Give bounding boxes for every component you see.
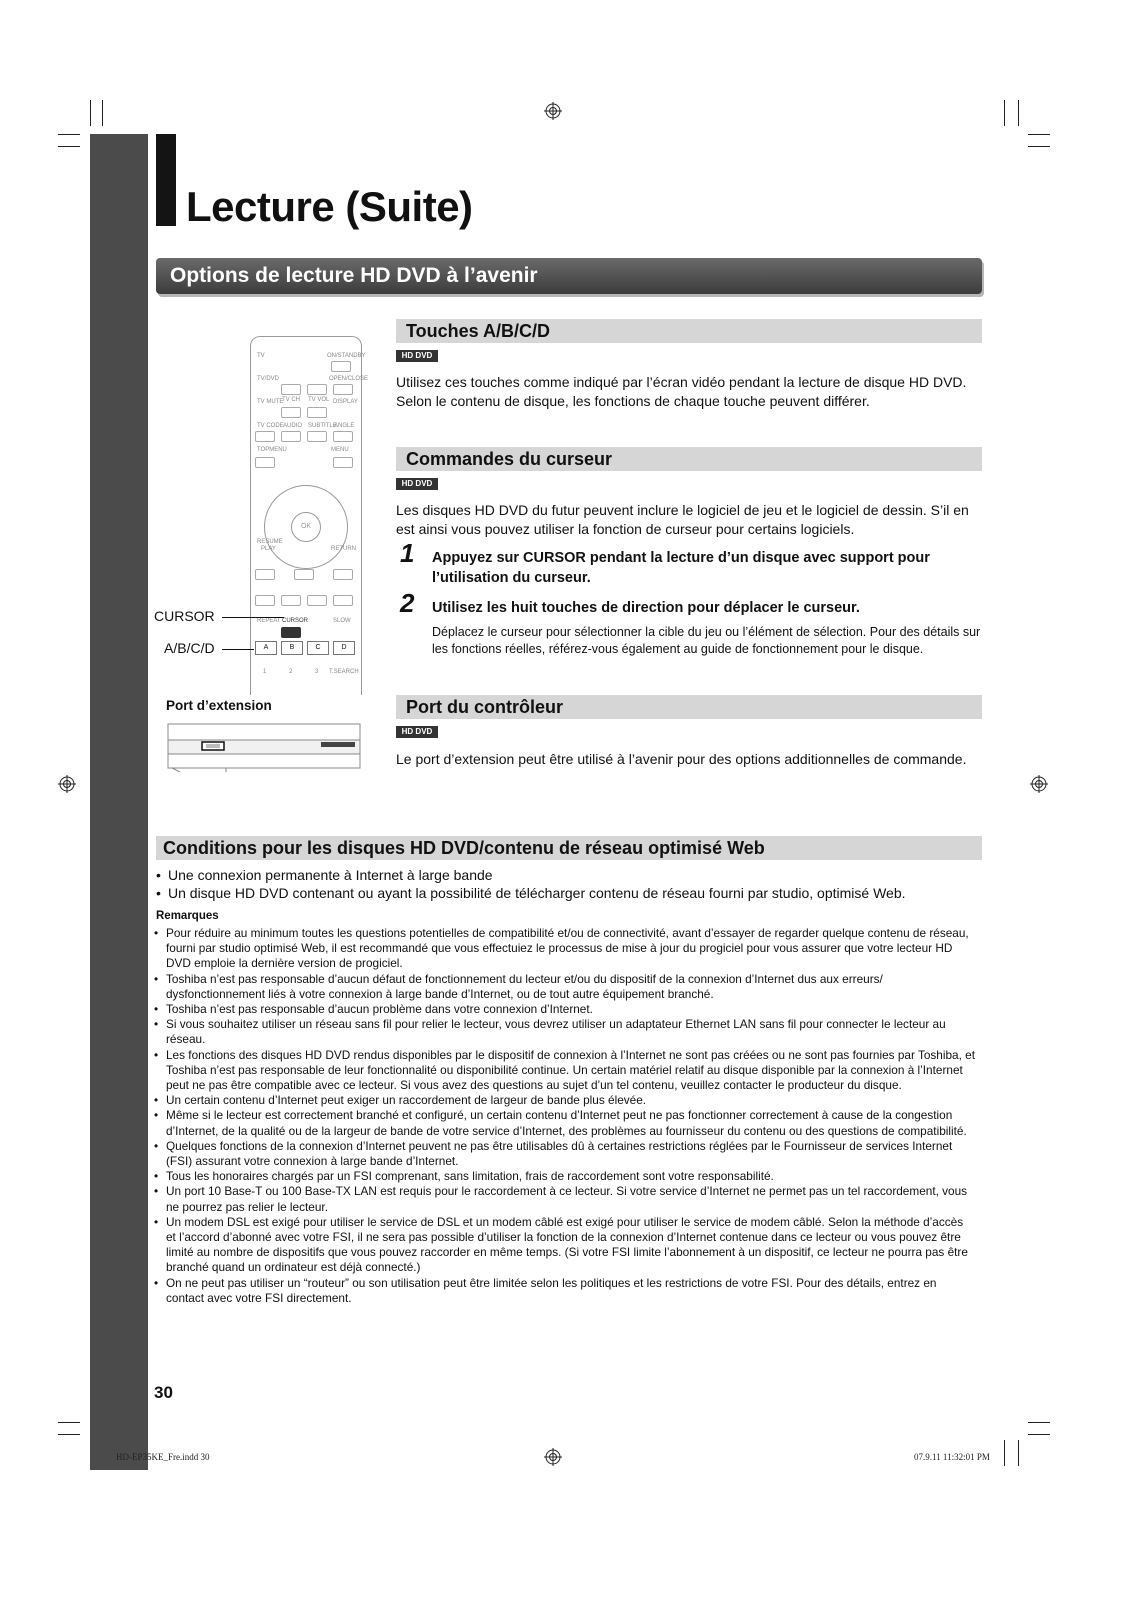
play-button	[294, 569, 314, 580]
list-item: • Même si le lecteur est correctement branché et configuré, un certain contenu d’Internet peut ne pas fonctionner correctement à cause de la congestion d’Internet, de la qualité ou de la largeur de bande de votre service d’Internet, des problèmes au fournisseur du contenu ou des questions de compatibilité.	[152, 1108, 976, 1138]
remote-label-tvdvd: TV/DVD	[257, 376, 280, 382]
remote-label-cursor: CURSOR	[282, 618, 309, 624]
callout-cursor-line	[222, 617, 284, 618]
list-item: • Un modem DSL est exigé pour utiliser le service de DSL et un modem câblé est exigé pour utiliser le service de modem câblé. Selon la méthode d’accès et l’accord d’abonné avec votre FSI, il ne sera pas possible d’utiliser la fonction de la connexion d’Internet contenue dans ce lecteur ou vous pouvez être limité au nombre de dispositifs que vous pouvez raccorder en même temps. (Si votre FSI limite l’abonnement à un dispositif, ce lecteur ne pourra pas être branché quand un ordinateur est déjà connecté.)	[152, 1215, 976, 1276]
c-button: C	[307, 641, 329, 655]
remote-label-3: 3	[315, 669, 319, 675]
forward-button	[307, 595, 327, 606]
curseur-heading	[396, 447, 982, 471]
conditions-list	[156, 866, 986, 902]
side-bar	[90, 134, 148, 1470]
registration-mark-right	[1030, 775, 1048, 793]
list-item: • Un certain contenu d’Internet peut exiger un raccordement de largeur de bande plus élevée.	[152, 1093, 976, 1108]
remote-label-2: 2	[289, 669, 293, 675]
remarks-list	[152, 926, 976, 1306]
remote-label-tvcode: TV CODE	[257, 423, 284, 429]
subtitle-button	[307, 431, 327, 442]
section-title: Options de lecture HD DVD à l’avenir	[170, 264, 538, 287]
skip-forward-button	[333, 595, 353, 606]
hd-dvd-badge: HD DVD	[396, 726, 438, 738]
hd-dvd-badge: HD DVD	[396, 350, 438, 362]
section-banner	[156, 258, 982, 294]
controleur-heading	[396, 695, 982, 719]
hd-dvd-badge: HD DVD	[396, 478, 438, 490]
registration-mark-top	[544, 102, 562, 120]
callout-abcd-line	[222, 649, 254, 650]
callout-cursor: CURSOR	[154, 608, 215, 624]
remote-label-play: PLAY	[261, 546, 276, 552]
b-button: B	[281, 641, 303, 655]
slug-date: 07.9.11 11:32:01 PM	[914, 1452, 990, 1462]
power-button	[331, 361, 351, 372]
remote-label-onstandby: ON/STANDBY	[327, 353, 366, 359]
conditions-heading-text: Conditions pour les disques HD DVD/contenu de réseau optimisé Web	[163, 838, 765, 858]
remote-label-tv: TV	[257, 353, 265, 359]
skip-back-button	[255, 595, 275, 606]
list-item: • On ne peut pas utiliser un “routeur” ou son utilisation peut être limitée selon les politiques et les restrictions de votre FSI. Pour des détails, entrez en contact avec votre FSI directement.	[152, 1276, 976, 1306]
list-item: • Pour réduire au minimum toutes les questions potentielles de compatibilité et/ou de connectivité, avant d’essayer de regarder quelque contenu de réseau, fourni par studio optimisé Web, il est recommandé que vous effectuiez le processus de mise à jour du progiciel pour vous assurer que votre lecteur HD DVD emploie la dernière version de progiciel.	[152, 926, 976, 972]
remote-label-angle: ANGLE	[334, 423, 355, 429]
remote-label-audio: AUDIO	[283, 423, 303, 429]
step-text: Utilisez les huit touches de direction pour déplacer le curseur.	[432, 600, 860, 616]
controleur-text: Le port d’extension peut être utilisé à l’avenir pour des options additionnelles de commande.	[396, 751, 967, 767]
controleur-heading-text: Port du contrôleur	[406, 697, 563, 717]
direction-pad	[264, 485, 348, 569]
remote-label-tvmute: TV MUTE	[257, 399, 284, 405]
stop-button	[333, 569, 353, 580]
step-detail: Déplacez le curseur pour sélectionner la cible du jeu ou l’élément de sélection. Pour des détails sur les fonctions réelles, référez-vous également au guide de fonctionnement pour le disque.	[432, 625, 981, 656]
remarks-title: Remarques	[156, 910, 219, 922]
ok-button: OK	[291, 512, 321, 542]
a-button: A	[255, 641, 277, 655]
remote-label-subtitle: SUBTITLE	[308, 423, 337, 429]
list-item: • Toshiba n’est pas responsable d’aucun défaut de fonctionnement du lecteur et/ou du dispositif de la connexion d’Internet dus aux erreurs/ dysfonctionnement liés à votre connexion à large bande d’Internet, ou de tout autre équipement branché.	[152, 972, 976, 1002]
audio-button	[281, 431, 301, 442]
topmenu-button	[255, 457, 275, 468]
remote-label-menu: MENU	[331, 447, 349, 453]
touches-heading-text: Touches A/B/C/D	[406, 321, 551, 341]
remote-label-display: DISPLAY	[333, 399, 358, 405]
remote-label-slow: SLOW	[333, 618, 351, 624]
remote-label-repeat: REPEAT	[257, 618, 281, 624]
remote-label-resume: RESUME	[257, 539, 283, 545]
remote-label-tvvol: TV VOL	[308, 397, 330, 403]
cursor-button	[281, 627, 301, 638]
d-button: D	[333, 641, 355, 655]
volume-up-button	[307, 384, 327, 395]
rewind-button	[281, 595, 301, 606]
slug-file: HD-EP35KE_Fre.indd 30	[116, 1452, 210, 1462]
registration-mark-bottom	[544, 1448, 562, 1466]
title-marker	[156, 134, 176, 226]
list-item: • Quelques fonctions de la connexion d’Internet peuvent ne pas être utilisables dû à certaines restrictions réglées par le Fournisseur de services Internet (FSI) assurant votre connexion à large bande d’Internet.	[152, 1139, 976, 1169]
pause-button	[255, 569, 275, 580]
menu-button	[333, 457, 353, 468]
channel-up-button	[281, 384, 301, 395]
page-number: 30	[154, 1383, 173, 1402]
curseur-text: Les disques HD DVD du futur peuvent inclure le logiciel de jeu et le logiciel de dessin. S’il en est ainsi vous pouvez utiliser la fonction de curseur pour certains logiciels.	[396, 502, 969, 537]
list-item: • Toshiba n’est pas responsable d’aucun problème dans votre connexion d’Internet.	[152, 1002, 976, 1017]
step-text: Appuyez sur CURSOR pendant la lecture d’un disque avec support pour l’utilisation du curseur.	[432, 550, 930, 586]
registration-mark-left	[58, 775, 76, 793]
eject-button	[333, 384, 353, 395]
remote-label-return: RETURN	[331, 546, 356, 552]
conditions-heading	[156, 836, 982, 860]
port-extension-title: Port d’extension	[166, 698, 272, 713]
player-front-panel-illustration	[166, 722, 362, 772]
list-item: • Un disque HD DVD contenant ou ayant la possibilité de télécharger contenu de réseau fourni par studio, optimisé Web.	[156, 884, 986, 902]
remote-label-tsearch: T.SEARCH	[329, 669, 359, 675]
touches-heading	[396, 319, 982, 343]
remote-label-openclose: OPEN/CLOSE	[329, 376, 369, 382]
page-title: Lecture (Suite)	[186, 183, 473, 230]
remote-label-1: 1	[263, 669, 267, 675]
list-item: • Un port 10 Base-T ou 100 Base-TX LAN est requis pour le raccordement à ce lecteur. Si votre service d’Internet ne permet pas un tel raccordement, vous ne pourrez pas relier le lecteur.	[152, 1184, 976, 1214]
remote-label-tvch: TV CH	[282, 397, 300, 403]
channel-down-button	[281, 407, 301, 418]
list-item: • Une connexion permanente à Internet à large bande	[156, 866, 986, 884]
list-item: • Les fonctions des disques HD DVD rendus disponibles par le dispositif de connexion à l’Internet ne sont pas créées ou ne sont pas fournies par Toshiba, et Toshiba n’est pas responsable de leur fonctionnalité ou disponibilité continue. Un certain matériel relatif au disque disponible par la connexion à l’Internet peut ne pas être compatible avec ce lecteur. Si vous avez des questions au sujet d’un tel contenu, veuillez contacter le producteur du disque.	[152, 1048, 976, 1094]
curseur-heading-text: Commandes du curseur	[406, 449, 613, 469]
list-item: • Si vous souhaitez utiliser un réseau sans fil pour relier le lecteur, vous devrez utiliser un adaptateur Ethernet LAN sans fil pour connecter le lecteur au réseau.	[152, 1017, 976, 1047]
touches-text: Utilisez ces touches comme indiqué par l’écran vidéo pendant la lecture de disque HD DVD. Selon le contenu de disque, les fonctions de chaque touche peuvent différer.	[396, 374, 967, 409]
tvcode-button	[255, 431, 275, 442]
angle-button	[333, 431, 353, 442]
volume-down-button	[307, 407, 327, 418]
remote-control-illustration	[250, 336, 369, 695]
step-number: 2	[400, 588, 415, 618]
remote-label-topmenu: TOPMENU	[257, 447, 287, 453]
step-number: 1	[400, 538, 415, 568]
list-item: • Tous les honoraires chargés par un FSI comprenant, sans limitation, frais de raccordement sont votre responsabilité.	[152, 1169, 976, 1184]
callout-abcd: A/B/C/D	[164, 640, 215, 656]
